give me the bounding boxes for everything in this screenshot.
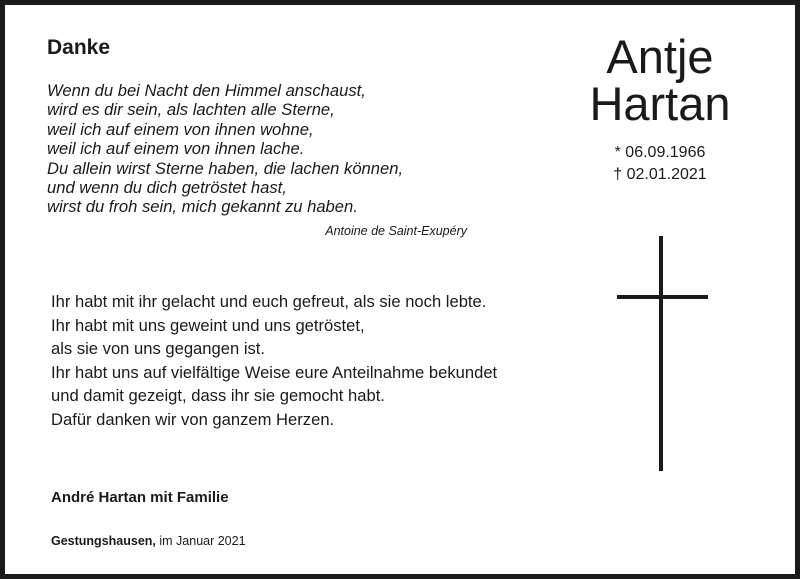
- birth-date: * 06.09.1966: [614, 144, 706, 161]
- message-line: Ihr habt uns auf vielfältige Weise eure Anteilnahme bekundet: [51, 362, 498, 382]
- poem-line: Du allein wirst Sterne haben, die lachen können,: [47, 158, 404, 178]
- family-signature: André Hartan mit Familie: [51, 489, 229, 506]
- message-line: und damit gezeigt, dass ihr sie gemocht habt.: [51, 386, 385, 406]
- place-and-date: [51, 533, 246, 549]
- heading-danke: Danke: [47, 36, 111, 59]
- message-line: Ihr habt mit uns geweint und uns getröstet,: [51, 315, 365, 335]
- poem: [47, 81, 403, 217]
- cross-icon: [617, 236, 708, 471]
- poem-line: wirst du froh sein, mich gekannt zu haben.: [47, 197, 358, 217]
- poem-line: wird es dir sein, als lachten alle Sterne,: [47, 100, 335, 120]
- deceased-last-name: Hartan: [589, 77, 731, 130]
- life-dates: [565, 142, 755, 186]
- cross-vertical-beam: [659, 236, 663, 471]
- poem-line: Wenn du bei Nacht den Himmel anschaust,: [47, 81, 366, 100]
- message-line: Dafür danken wir von ganzem Herzen.: [51, 409, 335, 429]
- poem-line: weil ich auf einem von ihnen lache.: [47, 139, 305, 159]
- message-line: Ihr habt mit ihr gelacht und euch gefreut, als sie noch lebte.: [51, 292, 487, 311]
- poem-author: Antoine de Saint-Exupéry: [325, 224, 467, 238]
- deceased-first-name: Antje: [606, 30, 714, 83]
- date: im Januar 2021: [159, 534, 246, 548]
- deceased-name: [565, 30, 755, 130]
- death-date: † 02.01.2021: [613, 166, 707, 183]
- poem-line: weil ich auf einem von ihnen wohne,: [47, 119, 314, 139]
- cross-horizontal-beam: [617, 295, 708, 299]
- poem-line: und wenn du dich getröstet hast,: [47, 178, 287, 198]
- message-line: als sie von uns gegangen ist.: [51, 339, 266, 359]
- thank-you-message: [51, 290, 497, 432]
- place: Gestungshausen,: [51, 534, 156, 548]
